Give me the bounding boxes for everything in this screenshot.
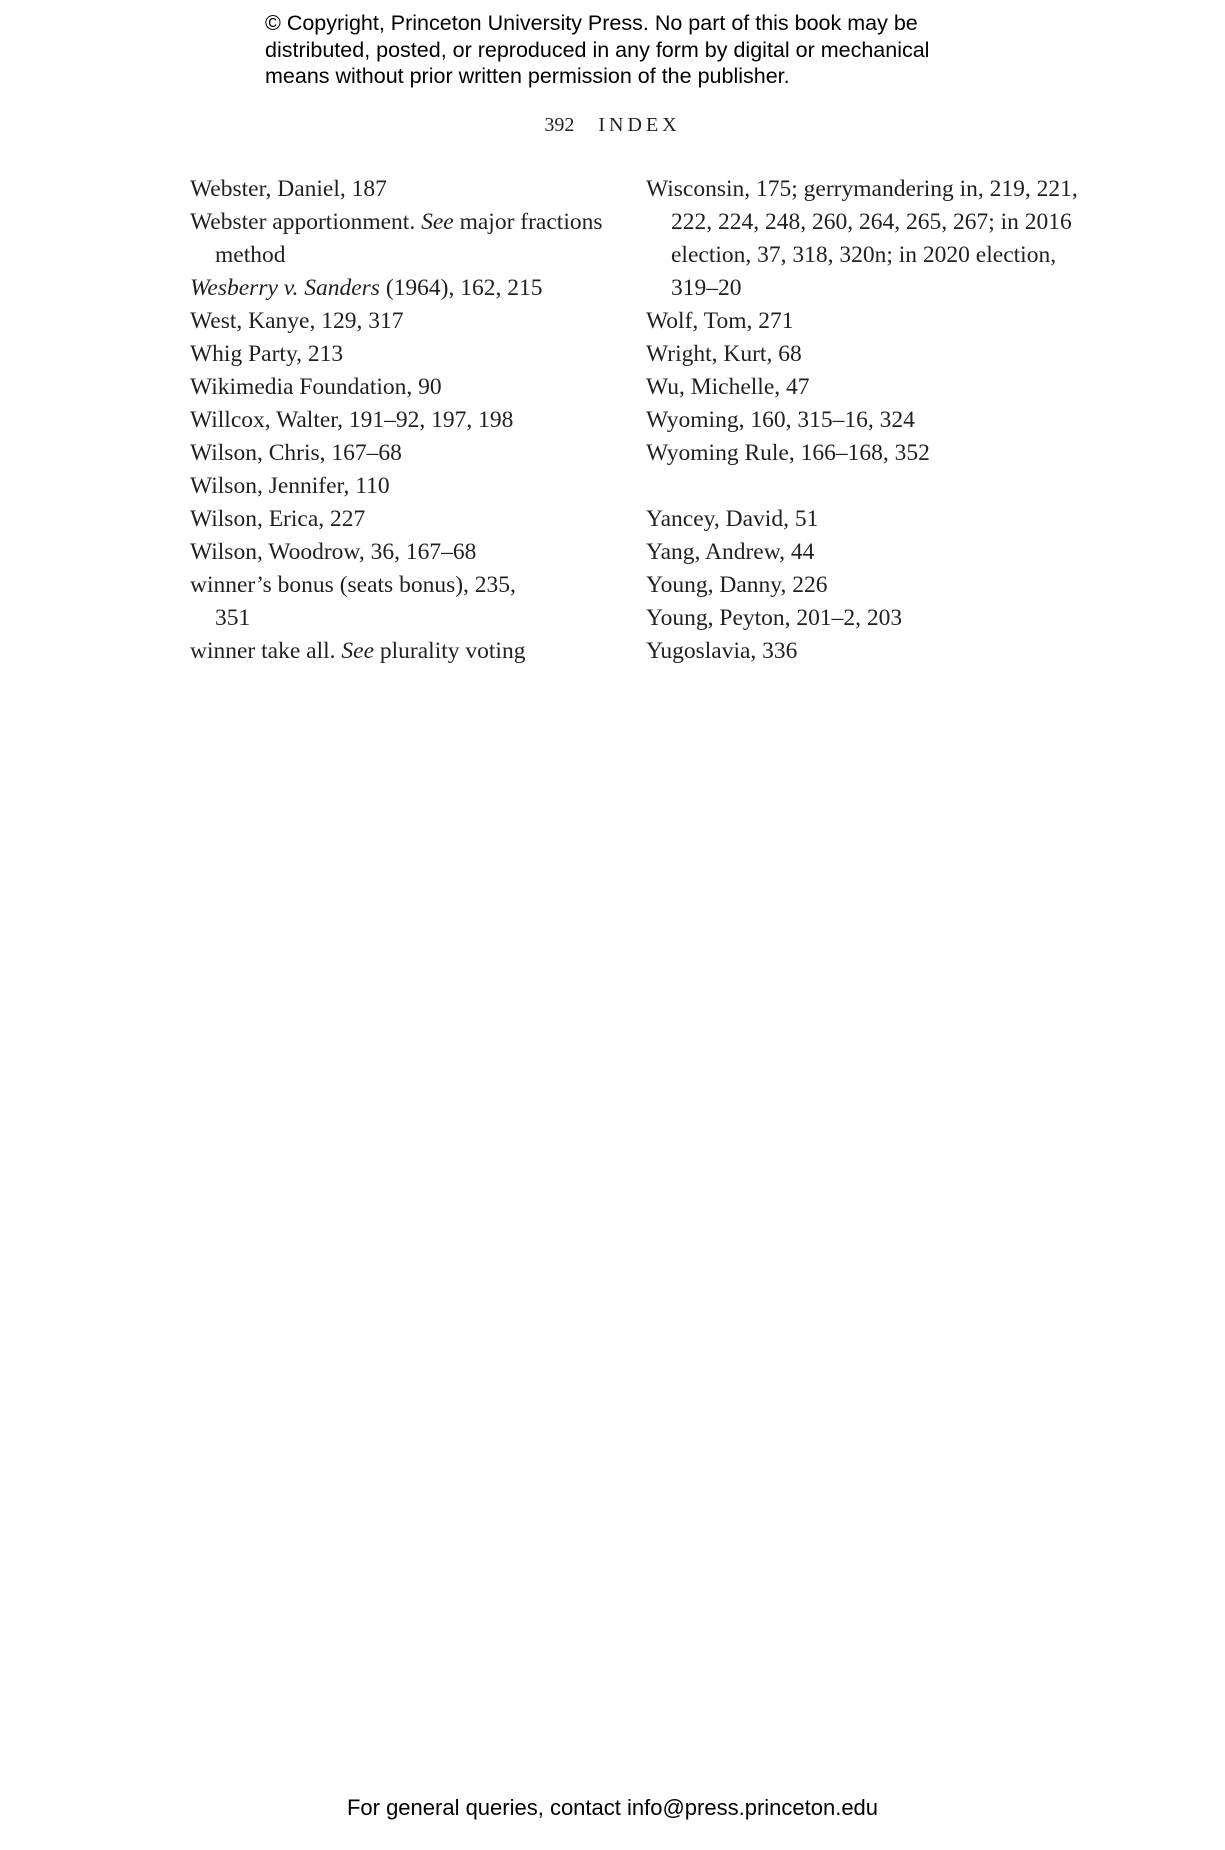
index-entry: Yugoslavia, 336 <box>646 638 798 664</box>
section-title: INDEX <box>598 114 681 136</box>
index-entry: Wisconsin, 175; gerrymandering in, 219, 221, 222, 224, 248, 260, 264, 265, 267; in 2016 election, 37, 318, 320n; in 2020 election, 319–20 <box>646 176 1078 301</box>
index-entry: Young, Peyton, 201–2, 203 <box>646 605 903 631</box>
index-column-right <box>646 173 1078 668</box>
index-entry: Young, Danny, 226 <box>646 572 828 598</box>
index-entry: Yang, Andrew, 44 <box>646 539 815 565</box>
index-entry: Yancey, David, 51 <box>646 506 819 532</box>
copyright-notice <box>265 10 985 90</box>
index-entry: Webster, Daniel, 187 <box>190 176 387 202</box>
index-entry: Wilson, Jennifer, 110 <box>190 473 390 499</box>
page-number: 392 <box>544 114 575 136</box>
copyright-line: © Copyright, Princeton University Press. No part of this book may be <box>265 11 918 35</box>
index-entry: Wilson, Erica, 227 <box>190 506 366 532</box>
index-entry: Webster apportionment. See major fractions method <box>190 209 603 268</box>
index-column-left <box>190 173 610 668</box>
index-entry: Wilson, Woodrow, 36, 167–68 <box>190 539 477 565</box>
index-entry: Wright, Kurt, 68 <box>646 341 802 367</box>
index-entry: Whig Party, 213 <box>190 341 344 367</box>
index-entry: winner take all. See plurality voting <box>190 638 526 664</box>
footer-contact: For general queries, contact info@press.princeton.edu <box>346 1795 879 1820</box>
copyright-line: distributed, posted, or reproduced in any form by digital or mechanical <box>265 37 930 62</box>
copyright-line: means without prior written permission of the publisher. <box>265 64 790 88</box>
index-entry: winner’s bonus (seats bonus), 235, 351 <box>190 572 516 631</box>
index-entry: Wolf, Tom, 271 <box>646 308 794 334</box>
case-name: Wesberry v. Sanders <box>190 275 380 301</box>
running-head <box>0 112 1225 138</box>
letter-group-divider <box>646 470 1066 503</box>
index-entry: Wu, Michelle, 47 <box>646 374 810 400</box>
index-entry: Wilson, Chris, 167–68 <box>190 440 402 466</box>
index-entry: Wikimedia Foundation, 90 <box>190 374 442 400</box>
index-entry: Willcox, Walter, 191–92, 197, 198 <box>190 407 514 433</box>
index-entry: Wyoming, 160, 315–16, 324 <box>646 407 915 433</box>
index-entry: West, Kanye, 129, 317 <box>190 308 404 334</box>
see-reference: See <box>341 638 375 664</box>
index-entry: Wyoming Rule, 166–168, 352 <box>646 440 930 466</box>
index-entry: Wesberry v. Sanders (1964), 162, 215 <box>190 275 543 301</box>
see-reference: See <box>421 209 454 235</box>
